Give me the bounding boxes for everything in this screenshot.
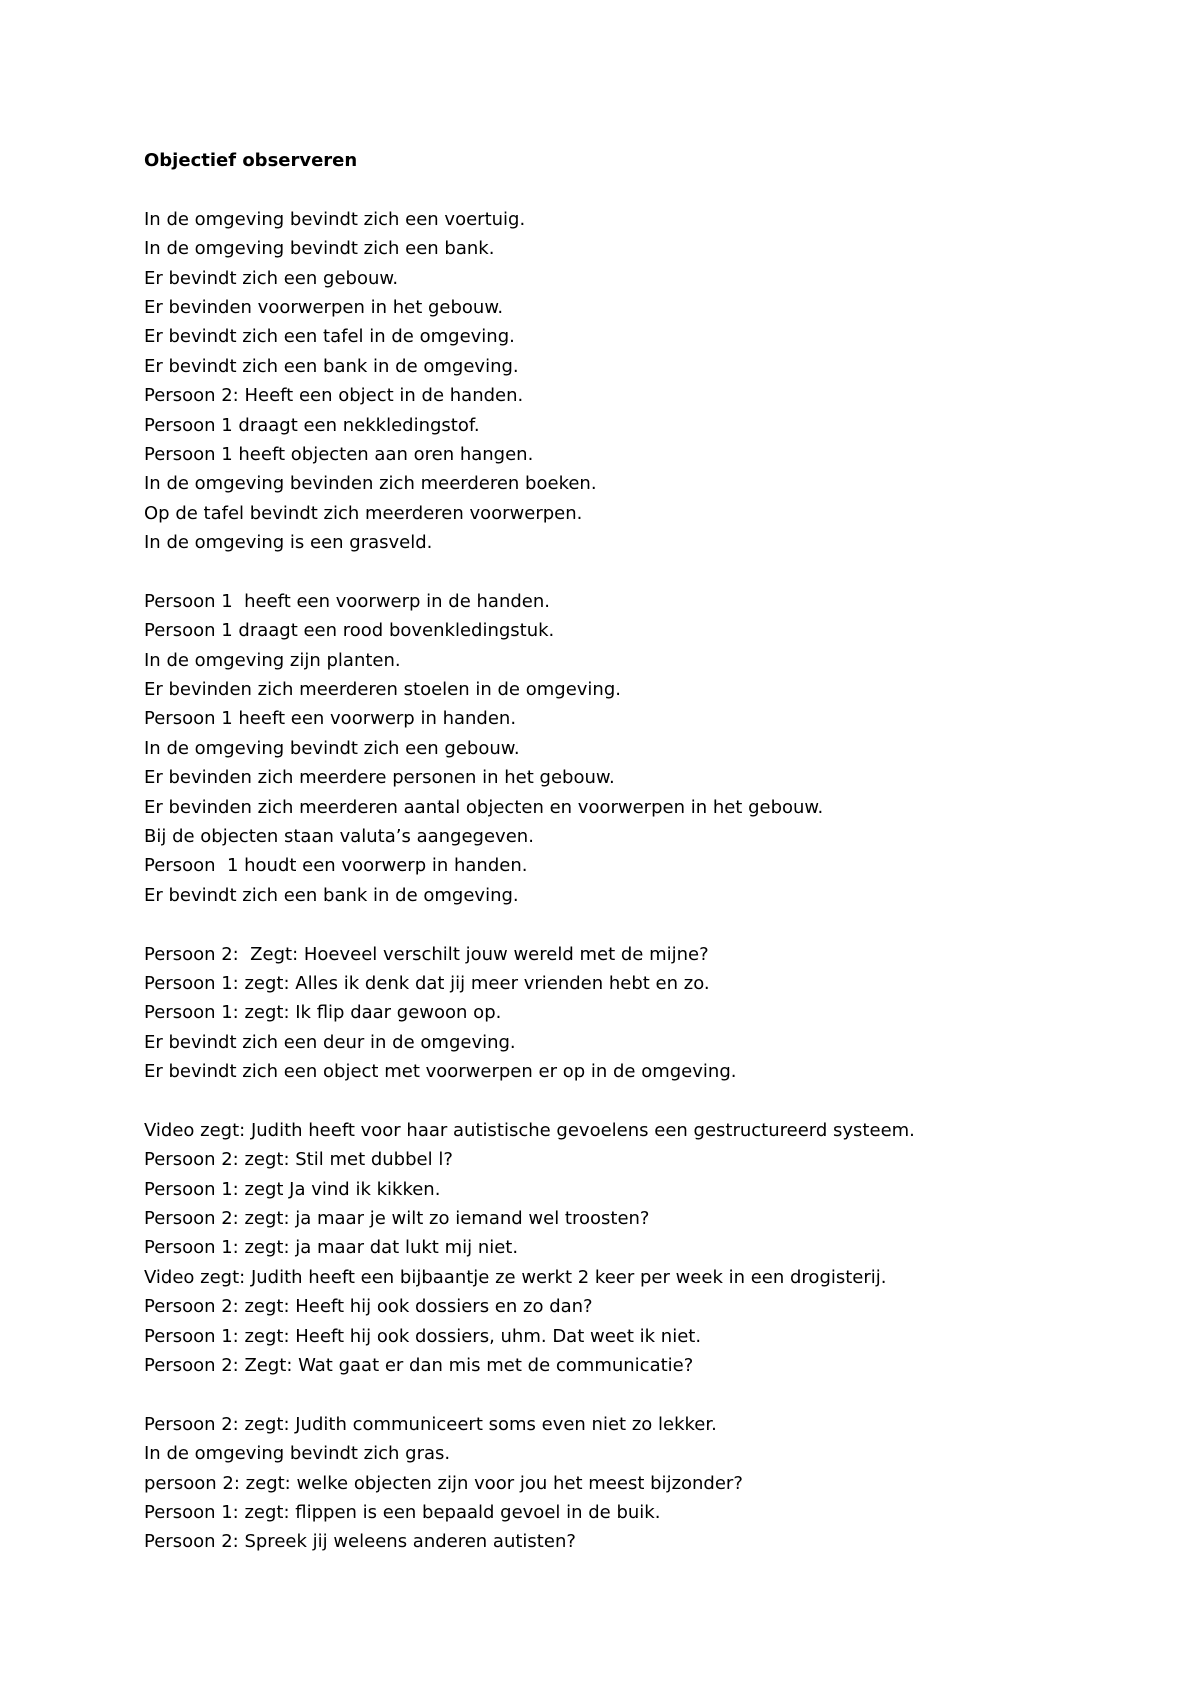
text-line: Persoon 1 houdt een voorwerp in handen. (144, 855, 528, 877)
text-line: Persoon 1: zegt: ja maar dat lukt mij niet. (144, 1237, 519, 1259)
text-line: Persoon 1: zegt: Ik flip daar gewoon op. (144, 1002, 502, 1024)
text-line: Persoon 2: Heeft een object in de handen. (144, 385, 524, 407)
text-line: Persoon 2: Spreek jij weleens anderen autisten? (144, 1531, 576, 1553)
text-line: In de omgeving bevindt zich gras. (144, 1443, 451, 1465)
text-line: Er bevindt zich een deur in de omgeving. (144, 1031, 516, 1053)
text-line: Er bevindt zich een bank in de omgeving. (144, 355, 519, 377)
text-line: Persoon 1 heeft objecten aan oren hangen. (144, 443, 534, 465)
document-body (144, 146, 1144, 1557)
text-line: Er bevinden zich meerderen stoelen in de omgeving. (144, 679, 621, 701)
text-line: Er bevindt zich een tafel in de omgeving. (144, 326, 515, 348)
text-line: Persoon 1: zegt: flippen is een bepaald gevoel in de buik. (144, 1501, 661, 1523)
text-line: Persoon 1 draagt een rood bovenkledingstuk. (144, 620, 555, 642)
text-line: Video zegt: Judith heeft een bijbaantje ze werkt 2 keer per week in een drogisterij. (144, 1266, 887, 1288)
text-line: In de omgeving bevindt zich een voertuig. (144, 208, 526, 230)
paragraph-gap (144, 557, 1144, 586)
text-line: In de omgeving bevindt zich een bank. (144, 238, 495, 260)
text-line: Persoon 1 heeft een voorwerp in handen. (144, 708, 517, 730)
text-line: Persoon 1 draagt een nekkledingstof. (144, 414, 480, 436)
text-line: Op de tafel bevindt zich meerderen voorwerpen. (144, 502, 583, 524)
text-line: Er bevindt zich een bank in de omgeving. (144, 884, 519, 906)
text-line: Persoon 2: Zegt: Wat gaat er dan mis met de communicatie? (144, 1355, 694, 1377)
paragraph-gap (144, 910, 1144, 939)
text-line: Bij de objecten staan valuta’s aangegeven. (144, 825, 534, 847)
text-line: Er bevinden voorwerpen in het gebouw. (144, 296, 504, 318)
paragraph-gap (144, 1087, 1144, 1116)
text-line: Er bevinden zich meerderen aantal objecten en voorwerpen in het gebouw. (144, 796, 824, 818)
text-line: Persoon 1: zegt Ja vind ik kikken. (144, 1178, 441, 1200)
text-line: In de omgeving bevindt zich een gebouw. (144, 737, 520, 759)
text-line: Persoon 1: zegt: Heeft hij ook dossiers, uhm. Dat weet ik niet. (144, 1325, 702, 1347)
text-line: Persoon 2: zegt: Stil met dubbel l? (144, 1149, 453, 1171)
text-line: Persoon 2: zegt: Heeft hij ook dossiers en zo dan? (144, 1296, 593, 1318)
text-line: In de omgeving bevinden zich meerderen boeken. (144, 473, 597, 495)
text-line: Persoon 1: zegt: Alles ik denk dat jij meer vrienden hebt en zo. (144, 972, 710, 994)
paragraph-gap (144, 175, 1144, 204)
text-line: persoon 2: zegt: welke objecten zijn voor jou het meest bijzonder? (144, 1472, 743, 1494)
text-line: In de omgeving is een grasveld. (144, 532, 433, 554)
text-line: Persoon 2: zegt: Judith communiceert soms even niet zo lekker. (144, 1413, 717, 1435)
text-line: In de omgeving zijn planten. (144, 649, 401, 671)
text-line: Er bevindt zich een gebouw. (144, 267, 399, 289)
paragraph-gap (144, 1380, 1144, 1409)
document-title: Objectief observeren (144, 150, 358, 171)
text-line: Er bevindt zich een object met voorwerpen er op in de omgeving. (144, 1061, 737, 1083)
text-line: Video zegt: Judith heeft voor haar autistische gevoelens een gestructureerd systeem. (144, 1119, 915, 1141)
text-line: Persoon 2: Zegt: Hoeveel verschilt jouw wereld met de mijne? (144, 943, 709, 965)
text-line: Persoon 1 heeft een voorwerp in de handen. (144, 590, 551, 612)
text-line: Persoon 2: zegt: ja maar je wilt zo iemand wel troosten? (144, 1208, 650, 1230)
text-line: Er bevinden zich meerdere personen in het gebouw. (144, 767, 615, 789)
